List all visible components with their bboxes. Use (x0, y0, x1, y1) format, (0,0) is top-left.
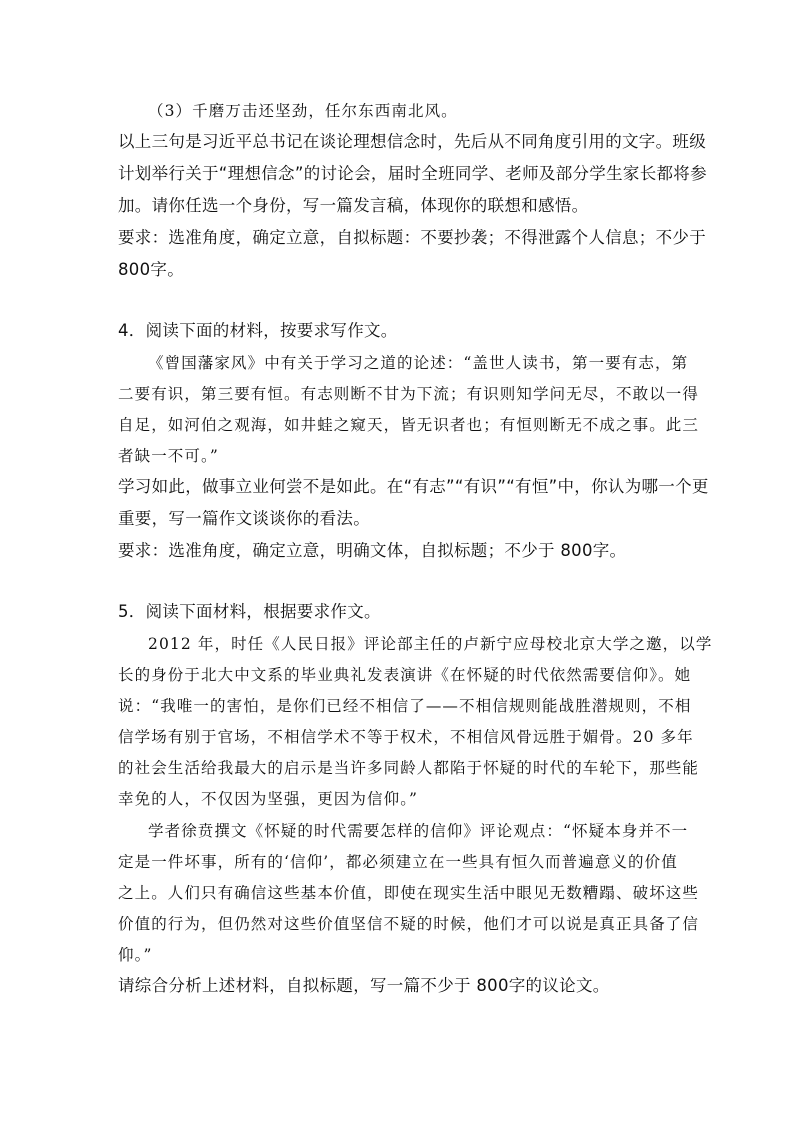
q4-material-line-2: 二要有识，第三要有恒。有志则断不甘为下流；有识则知学问无尽，不敢以一得 (118, 385, 700, 403)
q4-material-line-4: 者缺一不可。” (118, 447, 219, 465)
q5-prompt: 请综合分析上述材料，自拟标题，写一篇不少于 800字的议论文。 (118, 976, 610, 995)
requirement-3-line-2: 800字。 (118, 260, 184, 279)
q4-material-line-1: 《曾国藩家风》中有关于学习之道的论述：“盖世人读书，第一要有志，第 (148, 354, 689, 372)
q4-requirement: 要求：选准角度，确定立意，明确文体，自拟标题；不少于 800字。 (118, 541, 627, 560)
quote-3: （3）千磨万击还坚劲，任尔东西南北风。 (148, 102, 458, 120)
q5-material1-line-3: 说：“我唯一的害怕，是你们已经不相信了——不相信规则能战胜潜规则，不相 (118, 697, 692, 715)
q5-material2-line-2: 定是一件坏事，所有的‘信仰’，都必须建立在一些具有恒久而普遍意义的价值 (118, 853, 678, 871)
q4-prompt-line-2: 重要，写一篇作文谈谈你的看法。 (118, 509, 370, 528)
question-5-heading: 5．阅读下面材料，根据要求作文。 (118, 602, 381, 621)
q5-material1-line-1: 2012 年，时任《人民日报》评论部主任的卢新宁应母校北京大学之邀，以学 (148, 635, 713, 653)
q5-material1-line-2: 长的身份于北大中文系的毕业典礼发表演讲《在怀疑的时代依然需要信仰》。她 (118, 666, 692, 684)
q5-material1-line-4: 信学场有别于官场，不相信学术不等于权术，不相信风骨远胜于媚骨。20 多年 (118, 728, 694, 746)
q5-material2-line-1: 学者徐贲撰文《怀疑的时代需要怎样的信仰》评论观点：“怀疑本身并不一 (148, 822, 689, 840)
q5-material1-line-6: 幸免的人，不仅因为坚强，更因为信仰。” (118, 790, 419, 808)
intro-line-1: 以上三句是习近平总书记在谈论理想信念时，先后从不同角度引用的文字。班级 (118, 132, 706, 151)
question-4-heading: 4．阅读下面的材料，按要求写作文。 (118, 321, 398, 340)
q4-prompt-line-1: 学习如此，做事立业何尝不是如此。在“有志”“有识”“有恒”中，你认为哪一个更 (118, 477, 709, 496)
q5-material1-line-5: 的社会生活给我最大的启示是当许多同龄人都陷于怀疑的时代的车轮下，那些能 (118, 759, 700, 777)
intro-line-2: 计划举行关于“理想信念”的讨论会，届时全班同学、老师及部分学生家长都将参 (118, 164, 707, 183)
q5-material2-line-5: 仰。” (118, 946, 153, 964)
intro-line-3: 加。请你任选一个身份，写一篇发言稿，体现你的联想和感悟。 (118, 196, 589, 215)
q5-material2-line-4: 价值的行为，但仍然对这些价值坚信不疑的时候，他们才可以说是真正具备了信 (118, 915, 700, 933)
q4-material-line-3: 自足，如河伯之观海，如井蛙之窥天，皆无识者也；有恒则断无不成之事。此三 (118, 416, 700, 434)
requirement-3-line-1: 要求：选准角度，确定立意，自拟标题：不要抄袭；不得泄露个人信息；不少于 (118, 228, 706, 247)
q5-material2-line-3: 之上。人们只有确信这些基本价值，即使在现实生活中眼见无数糟蹋、破坏这些 (118, 884, 700, 902)
